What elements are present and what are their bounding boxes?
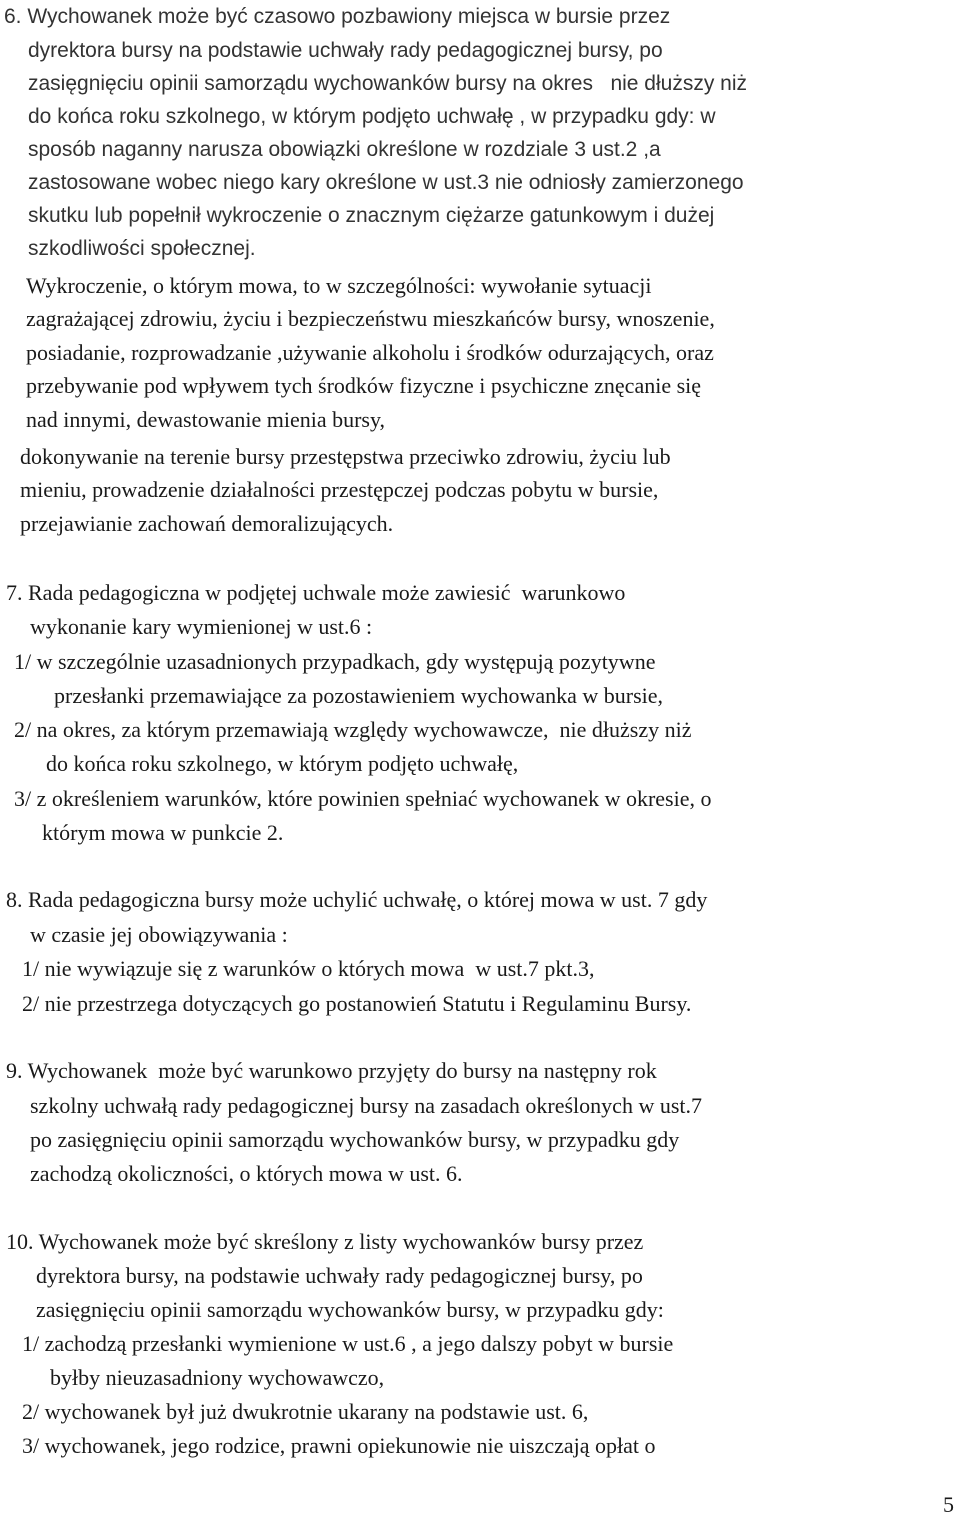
text-line: przesłanki przemawiające za pozostawieniem wychowanka w bursie, bbox=[54, 683, 664, 708]
text-line: zastosowane wobec niego kary określone w ust.3 nie odniosły zamierzonego bbox=[28, 171, 744, 194]
text-line: 2/ wychowanek był już dwukrotnie ukarany na podstawie ust. 6, bbox=[22, 1399, 589, 1424]
text-line: 1/ nie wywiązuje się z warunków o których mowa w ust.7 pkt.3, bbox=[22, 956, 595, 981]
text-line: mieniu, prowadzenie działalności przestępczej podczas pobytu w bursie, bbox=[20, 477, 659, 502]
text-line: 7. Rada pedagogiczna w podjętej uchwale może zawiesić warunkowo bbox=[6, 580, 626, 605]
text-line: 2/ na okres, za którym przemawiają względy wychowawcze, nie dłuższy niż bbox=[14, 717, 692, 742]
text-line: do końca roku szkolnego, w którym podjęto uchwałę , w przypadku gdy: w bbox=[28, 105, 716, 128]
text-line: 6. Wychowanek może być czasowo pozbawiony miejsca w bursie przez bbox=[4, 5, 671, 28]
text-line: nad innymi, dewastowanie mienia bursy, bbox=[26, 407, 386, 432]
text-line: zachodzą okoliczności, o których mowa w ust. 6. bbox=[30, 1161, 463, 1186]
text-line: zasięgnięciu opinii samorządu wychowanków bursy na okres nie dłuższy niż bbox=[28, 72, 748, 95]
text-line: 1/ zachodzą przesłanki wymienione w ust.6 , a jego dalszy pobyt w bursie bbox=[22, 1331, 674, 1356]
text-line: 10. Wychowanek może być skreślony z listy wychowanków bursy przez bbox=[6, 1229, 644, 1254]
page-number: 5 bbox=[943, 1492, 954, 1517]
text-line: dyrektora bursy, na podstawie uchwały rady pedagogicznej bursy, po bbox=[36, 1263, 643, 1288]
text-line: byłby nieuzasadniony wychowawczo, bbox=[50, 1365, 385, 1390]
text-line: 2/ nie przestrzega dotyczących go postanowień Statutu i Regulaminu Bursy. bbox=[22, 991, 692, 1016]
text-line: dyrektora bursy na podstawie uchwały rady pedagogicznej bursy, po bbox=[28, 39, 663, 62]
text-line: dokonywanie na terenie bursy przestępstwa przeciwko zdrowiu, życiu lub bbox=[20, 444, 671, 469]
text-line: 3/ wychowanek, jego rodzice, prawni opiekunowie nie uiszczają opłat o bbox=[22, 1433, 656, 1458]
text-line: posiadanie, rozprowadzanie ,używanie alkoholu i środków odurzających, oraz bbox=[26, 340, 714, 365]
text-line: którym mowa w punkcie 2. bbox=[42, 820, 284, 845]
text-line: 9. Wychowanek może być warunkowo przyjęty do bursy na następny rok bbox=[6, 1058, 657, 1083]
text-line: do końca roku szkolnego, w którym podjęto uchwałę, bbox=[46, 751, 519, 776]
text-line: 1/ w szczególnie uzasadnionych przypadkach, gdy występują pozytywne bbox=[14, 649, 656, 674]
text-line: wykonanie kary wymienionej w ust.6 : bbox=[30, 614, 373, 639]
text-line: 3/ z określeniem warunków, które powinien spełniać wychowanek w okresie, o bbox=[14, 786, 712, 811]
text-line: skutku lub popełnił wykroczenie o znacznym ciężarze gatunkowym i dużej bbox=[28, 204, 715, 227]
text-line: szkodliwości społecznej. bbox=[28, 237, 256, 260]
text-line: zagrażającej zdrowiu, życiu i bezpieczeństwu mieszkańców bursy, wnoszenie, bbox=[26, 306, 715, 331]
text-line: przejawianie zachowań demoralizujących. bbox=[20, 511, 394, 536]
text-line: Wykroczenie, o którym mowa, to w szczególności: wywołanie sytuacji bbox=[26, 273, 652, 298]
text-line: szkolny uchwałą rady pedagogicznej bursy na zasadach określonych w ust.7 bbox=[30, 1093, 702, 1118]
text-line: 8. Rada pedagogiczna bursy może uchylić uchwałę, o której mowa w ust. 7 gdy bbox=[6, 887, 708, 912]
text-line: przebywanie pod wpływem tych środków fizyczne i psychiczne znęcanie się bbox=[26, 373, 702, 398]
text-line: zasięgnięciu opinii samorządu wychowanków bursy, w przypadku gdy: bbox=[36, 1297, 664, 1322]
text-line: w czasie jej obowiązywania : bbox=[30, 922, 288, 947]
text-line: po zasięgnięciu opinii samorządu wychowanków bursy, w przypadku gdy bbox=[30, 1127, 680, 1152]
text-line: sposób naganny narusza obowiązki określone w rozdziale 3 ust.2 ,a bbox=[28, 138, 661, 161]
